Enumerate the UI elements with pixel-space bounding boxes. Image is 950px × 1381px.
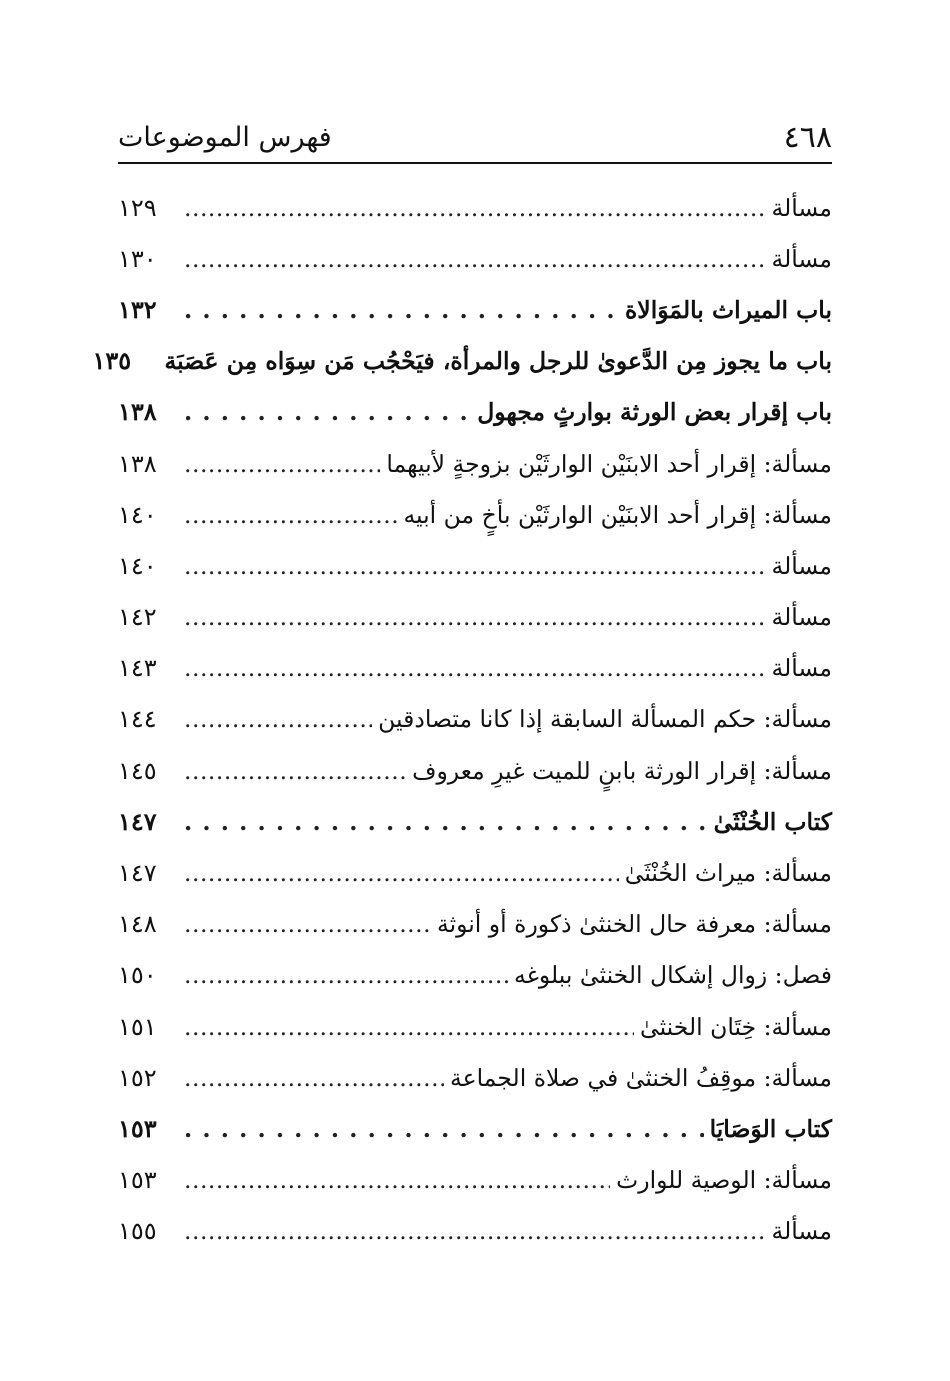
- toc-entry-title: مسألة: ميراث الخُنْثَىٰ: [624, 859, 832, 888]
- dot-leader: [184, 858, 619, 888]
- toc-entry: [118, 438, 832, 489]
- toc-entry-title: مسألة: خِتَان الخنثىٰ: [640, 1012, 832, 1041]
- toc-entry: [118, 1206, 832, 1257]
- page-number: ٤٦٨: [783, 120, 832, 155]
- toc-entry-page: ١٥٣: [118, 1166, 157, 1195]
- dot-leader: [184, 1012, 634, 1042]
- dot-leader: [184, 704, 372, 734]
- toc-entry-page: ١٥٣: [118, 1113, 157, 1143]
- toc-entry-title: مسألة: حكم المسألة السابقة إذا كانا متصادقين: [378, 705, 832, 734]
- toc-entry: [118, 847, 832, 898]
- dot-leader: [184, 500, 397, 530]
- toc-entry: [118, 643, 832, 694]
- toc-entry-title: مسألة: إقرار الورثة بابنٍ للميت غيرِ معروف: [412, 756, 832, 785]
- toc-entry-page: ١٥٠: [118, 961, 157, 990]
- toc-heading-entry: [118, 796, 832, 847]
- toc-entry-title: مسألة: [771, 1217, 832, 1246]
- toc-entry-page: ١٣٨: [118, 397, 157, 427]
- dot-leader: [184, 653, 766, 683]
- toc-entry: [118, 694, 832, 745]
- dot-leader: [184, 960, 508, 990]
- toc-entry-page: ١٣٨: [118, 449, 157, 478]
- toc-entry-page: ١٥١: [118, 1012, 157, 1041]
- dot-leader: [184, 551, 766, 581]
- toc-entry-page: ١٢٩: [118, 193, 157, 222]
- toc-entry: [118, 1155, 832, 1206]
- toc-entry-title: مسألة: [771, 551, 832, 580]
- toc-entry-title: مسألة: إقرار أحد الابنَيْن الوارثَيْن بزوجةٍ لأبيهما: [386, 449, 832, 478]
- toc-entry-title: مسألة: الوصية للوارث: [616, 1166, 832, 1195]
- toc-entry-title: باب ما يجوز مِن الدَّعوىٰ للرجل والمرأة، فيَحْجُب مَن سِوَاه مِن عَصَبَة: [164, 347, 832, 376]
- running-header: [118, 112, 832, 158]
- dot-leader: [184, 1063, 444, 1093]
- toc-entry: [118, 950, 832, 1001]
- toc-heading-entry: [118, 1103, 832, 1154]
- header-rule: [118, 162, 832, 164]
- toc-entry: [118, 489, 832, 540]
- header-title: فهرس الموضوعات: [118, 122, 332, 153]
- toc-entry-page: ١٥٢: [118, 1063, 157, 1092]
- toc-entry-page: ١٤٧: [118, 859, 157, 888]
- table-of-contents: [92, 182, 832, 1257]
- dot-leader: [184, 807, 708, 837]
- toc-entry-title: مسألة: [771, 654, 832, 683]
- toc-entry: [118, 1001, 832, 1052]
- toc-entry-title: باب الميراث بالمَوَالاة: [624, 295, 832, 324]
- dot-leader: [184, 295, 619, 325]
- toc-entry-page: ١٤٤: [118, 705, 157, 734]
- toc-entry: [118, 592, 832, 643]
- toc-entry-title: مسألة: [771, 244, 832, 273]
- toc-entry-title: مسألة: [771, 603, 832, 632]
- toc-entry-page: ١٤٠: [118, 500, 157, 529]
- toc-entry-page: ١٤٨: [118, 910, 157, 939]
- toc-heading-entry: [92, 336, 832, 387]
- toc-entry: [118, 233, 832, 284]
- toc-entry-page: ١٤٢: [118, 603, 157, 632]
- toc-entry-page: ١٤٥: [118, 756, 157, 785]
- dot-leader: [184, 1114, 704, 1144]
- toc-entry-page: ١٣٠: [118, 244, 157, 273]
- dot-leader: [184, 1165, 610, 1195]
- dot-leader: [184, 909, 431, 939]
- toc-heading-entry: [118, 387, 832, 438]
- toc-entry: [118, 1052, 832, 1103]
- toc-entry-page: ١٤٠: [118, 551, 157, 580]
- toc-entry-title: باب إقرار بعض الورثة بوارثٍ مجهول: [477, 398, 832, 427]
- toc-entry-title: كتاب الوَصَايَا: [709, 1114, 832, 1143]
- dot-leader: [184, 602, 766, 632]
- dot-leader: [184, 756, 406, 786]
- dot-leader: [184, 1216, 766, 1246]
- toc-entry-page: ١٥٥: [118, 1217, 157, 1246]
- toc-entry-page: ١٤٣: [118, 654, 157, 683]
- toc-entry-page: ١٣٢: [118, 294, 157, 324]
- toc-entry-title: مسألة: إقرار أحد الابنَيْن الوارثَيْن بأخٍ من أبيه: [403, 500, 832, 529]
- toc-entry: [118, 745, 832, 796]
- toc-entry-title: مسألة: [771, 193, 832, 222]
- toc-entry-title: كتاب الخُنْثَىٰ: [713, 807, 832, 836]
- toc-heading-entry: [118, 284, 832, 335]
- toc-entry: [118, 899, 832, 950]
- dot-leader: [184, 449, 380, 479]
- dot-leader: [184, 397, 471, 427]
- toc-entry: [118, 182, 832, 233]
- toc-entry: [118, 540, 832, 591]
- toc-entry-page: ١٤٧: [118, 806, 157, 836]
- toc-entry-title: فصل: زوال إشكال الخنثىٰ ببلوغه: [513, 961, 832, 990]
- toc-entry-title: مسألة: معرفة حال الخنثىٰ ذكورة أو أنوثة: [436, 910, 832, 939]
- toc-entry-page: ١٣٥: [92, 346, 132, 376]
- dot-leader: [184, 193, 766, 223]
- toc-entry-title: مسألة: موقِفُ الخنثىٰ في صلاة الجماعة: [450, 1063, 832, 1092]
- dot-leader: [184, 244, 766, 274]
